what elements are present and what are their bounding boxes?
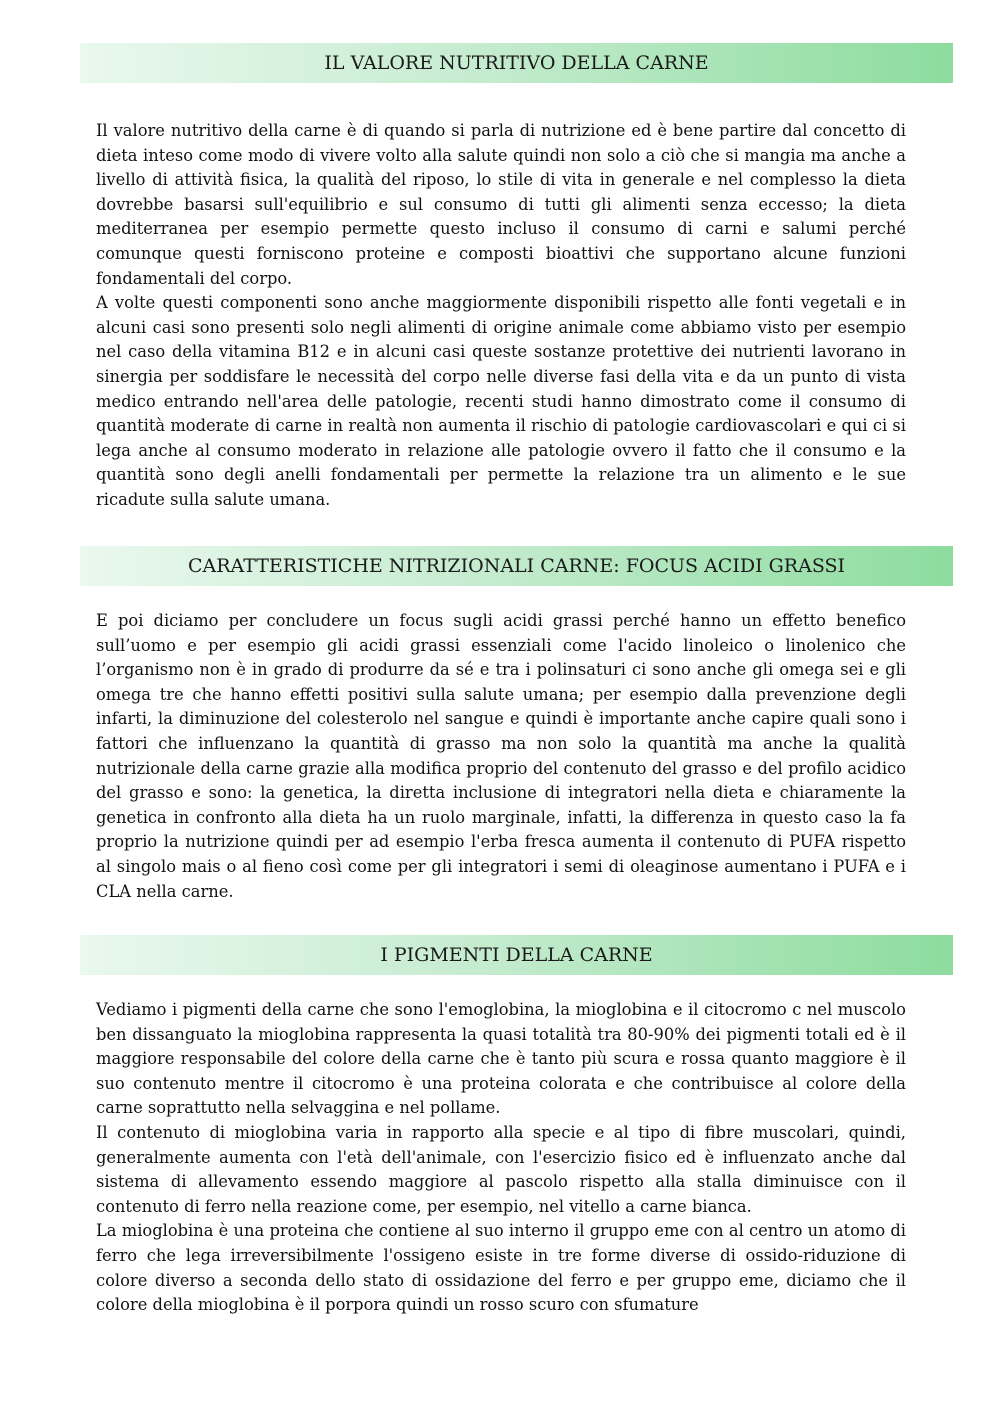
- section-body-acidi-grassi: [96, 609, 906, 904]
- section-title: CARATTERISTICHE NITRIZIONALI CARNE: FOCUS ACIDI GRASSI: [187, 555, 846, 577]
- paragraph: A volte questi componenti sono anche maggiormente disponibili rispetto alle fonti vegetali e in alcuni casi sono presenti solo negli alimenti di origine animale come abbiamo visto per esempio nel caso della vitamina B12 e in alcuni casi queste sostanze protettive dei nutrienti lavorano in sinergia per soddisfare le necessità del corpo nelle diverse fasi della vita e da un punto di vista medico entrando nell'area delle patologie, recenti studi hanno dimostrato come il consumo di quantità moderate di carne in realtà non aumenta il rischio di patologie cardiovascolari e qui ci si lega anche al consumo moderato in relazione alle patologie ovvero il fatto che il consumo e la quantità sono degli anelli fondamentali per permette la relazione tra un alimento e le sue ricadute sulla salute umana.: [96, 293, 906, 509]
- section-body-pigmenti: [96, 998, 906, 1318]
- paragraph: Il contenuto di mioglobina varia in rapporto alla specie e al tipo di fibre muscolari, quindi, generalmente aumenta con l'età dell'animale, con l'esercizio fisico ed è influenzato anche dal sistema di allevamento essendo maggiore al pascolo rispetto alla stalla diminuisce con il contenuto di ferro nella reazione come, per esempio, nel vitello a carne bianca.: [96, 1122, 906, 1216]
- paragraph: La mioglobina è una proteina che contiene al suo interno il gruppo eme con al centro un atomo di ferro che lega irreversibilmente l'ossigeno esiste in tre forme diverse di ossido-riduzione di colore diverso a seconda dello stato di ossidazione del ferro e per gruppo eme, diciamo che il colore della mioglobina è il porpora quindi un rosso scuro con sfumature: [96, 1221, 906, 1315]
- paragraph: E poi diciamo per concludere un focus sugli acidi grassi perché hanno un effetto benefico sull’uomo e per esempio gli acidi grassi essenziali come l'acido linoleico o linolenico che l’organismo non è in grado di produrre da sé e tra i polinsaturi ci sono anche gli omega sei e gli omega tre che hanno effetti positivi sulla salute umana; per esempio dalla prevenzione degli infarti, la diminuzione del colesterolo nel sangue e quindi è importante anche capire quali sono i fattori che influenzano la quantità di grasso ma non solo la quantità ma anche la qualità nutrizionale della carne grazie alla modifica proprio del contenuto del grasso e del profilo acidico del grasso e sono: la genetica, la diretta inclusione di integratori nella dieta e chiaramente la genetica in confronto alla dieta ha un ruolo marginale, infatti, la differenza in questo caso la fa proprio la nutrizione quindi per ad esempio l'erba fresca aumenta il contenuto di PUFA rispetto al singolo mais o al fieno così come per gli integratori i semi di oleaginose aumentano i PUFA e i CLA nella carne.: [96, 611, 906, 901]
- section-header-pigmenti: [80, 935, 953, 975]
- paragraph: Il valore nutritivo della carne è di quando si parla di nutrizione ed è bene partire dal concetto di dieta inteso come modo di vivere volto alla salute quindi non solo a ciò che si mangia ma anche a livello di attività fisica, la qualità del riposo, lo stile di vita in generale e nel complesso la dieta dovrebbe basarsi sull'equilibrio e sul consumo di tutti gli alimenti senza eccesso; la dieta mediterranea per esempio permette questo incluso il consumo di carni e salumi perché comunque questi forniscono proteine e composti bioattivi che supportano alcune funzioni fondamentali del corpo.: [96, 121, 906, 288]
- section-body-valore-nutritivo: [96, 119, 906, 513]
- section-header-acidi-grassi: [80, 546, 953, 586]
- section-header-valore-nutritivo: [80, 43, 953, 83]
- paragraph: Vediamo i pigmenti della carne che sono l'emoglobina, la mioglobina e il citocromo c nel muscolo ben dissanguato la mioglobina rappresenta la quasi totalità tra 80-90% dei pigmenti totali ed è il maggiore responsabile del colore della carne che è tanto più scura e rossa quanto maggiore è il suo contenuto mentre il citocromo è una proteina colorata e che contribuisce al colore della carne soprattutto nella selvaggina e nel pollame.: [96, 1000, 906, 1118]
- section-title: IL VALORE NUTRITIVO DELLA CARNE: [324, 52, 709, 74]
- section-title: I PIGMENTI DELLA CARNE: [380, 944, 653, 966]
